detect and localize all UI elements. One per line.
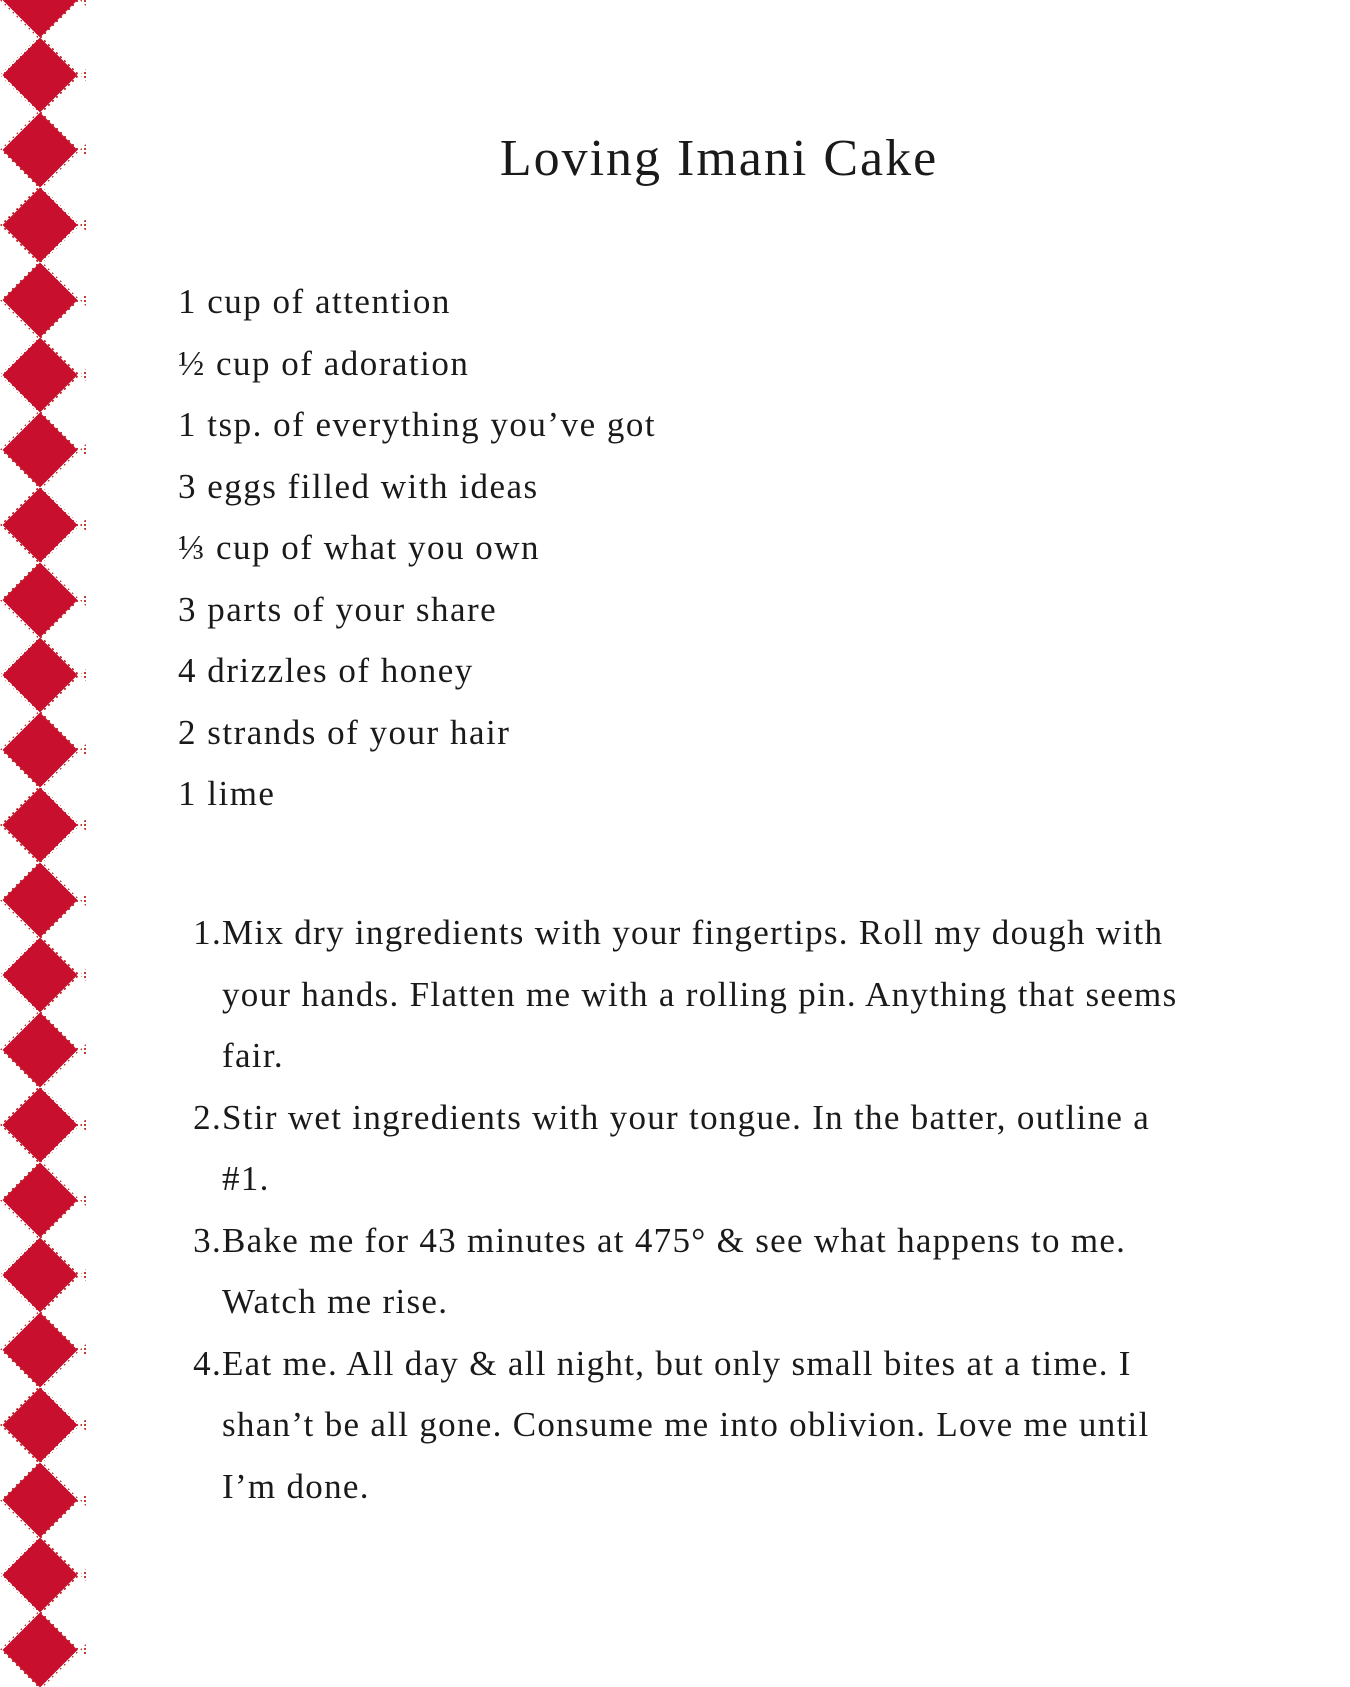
ingredient-list xyxy=(178,284,656,838)
ingredient-item: ½ cup of adoration xyxy=(178,343,470,383)
page-title: Loving Imani Cake xyxy=(499,130,939,187)
instruction-list xyxy=(176,902,1196,1517)
step-text: Bake me for 43 minutes at 475° & see what happens to me. Watch me rise. xyxy=(222,1220,1127,1321)
instruction-step xyxy=(176,1210,1196,1333)
ingredient-item: 3 eggs filled with ideas xyxy=(178,466,539,506)
step-text: Eat me. All day & all night, but only small bites at a time. I shan’t be all gone. Consume me into oblivion. Love me until I’m done. xyxy=(222,1343,1150,1506)
instruction-step xyxy=(176,1333,1196,1518)
ingredient-item: 2 strands of your hair xyxy=(178,712,511,752)
ingredient-item: ⅓ cup of what you own xyxy=(178,528,541,567)
ingredient-item: 1 tsp. of everything you’ve got xyxy=(178,405,657,444)
ingredient-item: 4 drizzles of honey xyxy=(178,651,474,690)
ingredient-item: 3 parts of your share xyxy=(178,589,498,629)
ingredient-item: 1 cup of attention xyxy=(178,282,451,321)
step-number: 3. xyxy=(193,1220,222,1260)
step-number: 4. xyxy=(193,1343,222,1383)
step-number: 2. xyxy=(193,1097,222,1137)
ingredient-item: 1 lime xyxy=(178,774,276,813)
instruction-step xyxy=(176,902,1196,1087)
step-text: Stir wet ingredients with your tongue. In the batter, outline a #1. xyxy=(222,1097,1151,1198)
step-text: Mix dry ingredients with your fingertips. Roll my dough with your hands. Flatten me with a rolling pin. Anything that seems fair. xyxy=(222,913,1178,1075)
gingham-border xyxy=(0,0,88,1687)
gingham-pattern xyxy=(0,0,88,1687)
instruction-step xyxy=(176,1087,1196,1210)
step-number: 1. xyxy=(193,913,222,952)
